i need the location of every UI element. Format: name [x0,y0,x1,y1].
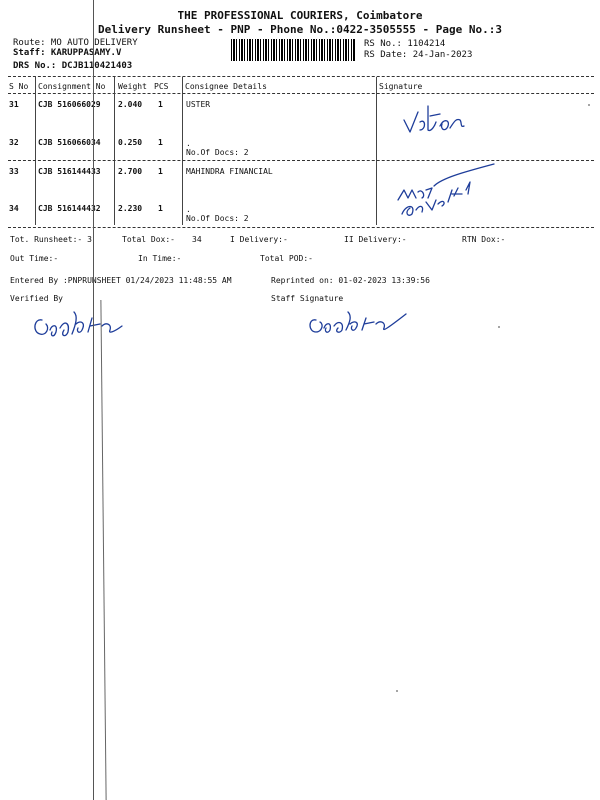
scan-speck [588,104,590,106]
column-rule [114,77,115,225]
row-doc-count: No.Of Docs: 2 [186,148,249,157]
drs-number: DRS No.: DCJB110421403 [13,61,133,71]
col-header-signature: Signature [379,82,423,91]
divider [8,76,594,77]
column-rule [35,77,36,225]
col-header-sno: S No [9,82,29,91]
staff-signature [306,308,416,338]
i-delivery-label: I Delivery:- [230,235,288,244]
column-rule [376,77,377,225]
row-weight: 2.230 [118,204,143,213]
scan-speck [498,326,500,328]
consignee-signature-mahindra [394,160,504,220]
verified-by-label: Verified By [10,294,63,303]
row-consignment: CJB 516066029 [38,100,101,109]
scan-line [100,300,106,800]
in-time-label: In Time:- [138,254,182,263]
column-rule [182,77,183,225]
row-sno: 32 [9,138,19,147]
barcode-image [231,39,355,61]
out-time-label: Out Time:- [10,254,59,263]
row-pcs: 1 [158,100,163,109]
company-title: THE PROFESSIONAL COURIERS, Coimbatore [177,9,423,22]
col-header-consignee: Consignee Details [185,82,267,91]
row-pcs: 1 [158,167,163,176]
ii-delivery-label: II Delivery:- [344,235,407,244]
total-runsheet: Tot. Runsheet:- 3 [10,235,92,244]
row-consignment: CJB 516144433 [38,167,101,176]
row-consignee: . [186,139,191,148]
row-pcs: 1 [158,138,163,147]
rs-number: RS No.: 1104214 [364,39,446,49]
divider [8,160,594,161]
total-dox-label: Total Dox:- [122,235,175,244]
row-sno: 34 [9,204,19,213]
scan-line [93,0,94,800]
divider [8,227,594,228]
rtn-dox-label: RTN Dox:- [462,235,506,244]
row-pcs: 1 [158,204,163,213]
staff-signature-label: Staff Signature [271,294,344,303]
row-consignee: MAHINDRA FINANCIAL [186,167,273,176]
col-header-pcs: PCS [154,82,169,91]
row-weight: 2.700 [118,167,143,176]
row-consignee: . [186,205,191,214]
rs-date: RS Date: 24-Jan-2023 [364,50,473,60]
total-dox-value: 34 [192,235,202,244]
row-weight: 2.040 [118,100,143,109]
row-consignee: USTER [186,100,211,109]
total-pod-label: Total POD:- [260,254,313,263]
route-info: Route: MO AUTO DELIVERY [13,38,138,48]
row-weight: 0.250 [118,138,143,147]
staff-info: Staff: KARUPPASAMY.V [13,48,122,58]
verifier-signature [30,306,130,342]
row-consignment: CJB 516144432 [38,204,101,213]
divider [8,93,594,94]
entered-by: Entered By :PNPRUNSHEET 01/24/2023 11:48:55 AM [10,276,232,285]
reprinted-on: Reprinted on: 01-02-2023 13:39:56 [271,276,430,285]
consignee-signature-uster [400,100,470,140]
row-consignment: CJB 516066034 [38,138,101,147]
row-sno: 33 [9,167,19,176]
col-header-weight: Weight [118,82,147,91]
col-header-consignment: Consignment No [38,82,106,91]
scan-speck [396,690,398,692]
runsheet-subtitle: Delivery Runsheet - PNP - Phone No.:0422-3505555 - Page No.:3 [98,23,502,36]
row-doc-count: No.Of Docs: 2 [186,214,249,223]
row-sno: 31 [9,100,19,109]
